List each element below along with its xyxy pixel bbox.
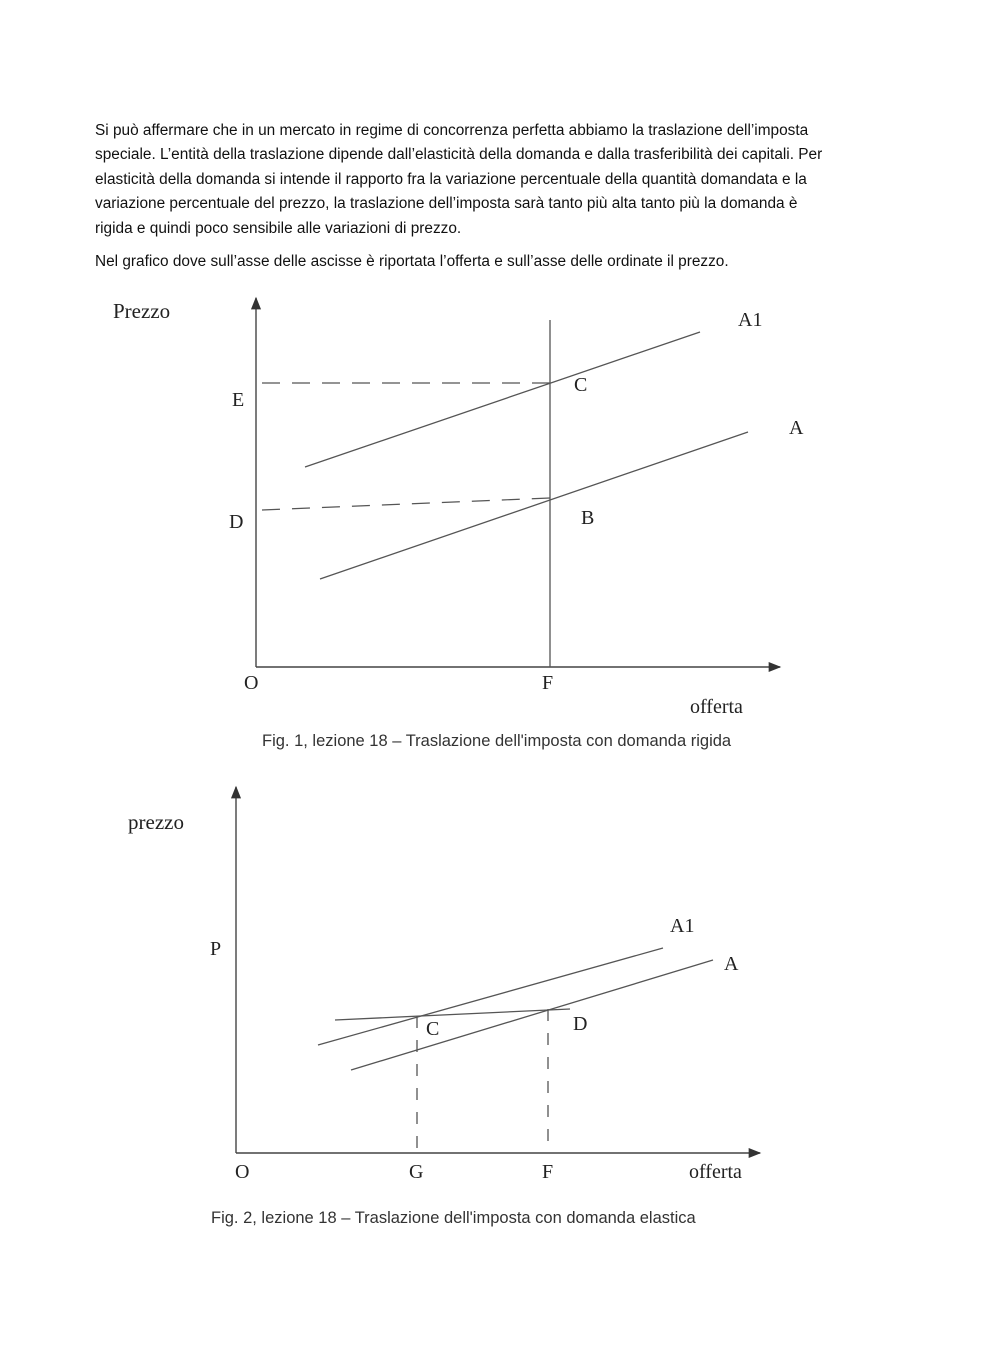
text-line: speciale. L’entità della traslazione dipende dall’elasticità della domanda e dalla trasferibilità dei capitali. Per	[95, 146, 823, 164]
fig1-x-axis-label: offerta	[690, 696, 743, 718]
text-line: Si può affermare che in un mercato in regime di concorrenza perfetta abbiamo la traslazione dell’imposta	[95, 122, 809, 139]
fig1-label-b: B	[581, 507, 595, 529]
fig2-origin-label: O	[235, 1161, 250, 1183]
fig1-line-a1	[305, 332, 700, 467]
fig1-dashed-d	[262, 498, 550, 510]
text-line: variazione percentuale del prezzo, la traslazione dell’imposta sarà tanto più alta tanto più la domanda è	[95, 195, 798, 213]
text-line: rigida e quindi poco sensibile alle variazioni di prezzo.	[95, 219, 462, 237]
fig2-caption: Fig. 2, lezione 18 – Traslazione dell'imposta con domanda elastica	[211, 1209, 696, 1227]
fig1-caption: Fig. 1, lezione 18 – Traslazione dell'imposta con domanda rigida	[262, 732, 732, 750]
fig2-label-a1: A1	[670, 915, 695, 937]
fig2-label-d: D	[573, 1013, 588, 1035]
fig1-y-axis-label: Prezzo	[113, 299, 171, 323]
fig1-label-a: A	[789, 417, 804, 439]
text-line: Nel grafico dove sull’asse delle ascisse è riportata l’offerta e sull’asse delle ordinate il prezzo.	[95, 253, 729, 271]
fig1-origin-label: O	[244, 672, 259, 694]
fig1-label-d: D	[229, 511, 244, 533]
fig2-line-a	[351, 960, 713, 1070]
fig1-label-f: F	[542, 672, 554, 694]
fig2-label-g: G	[409, 1161, 424, 1183]
fig2-label-f: F	[542, 1161, 554, 1183]
fig1-label-a1: A1	[738, 309, 763, 331]
fig2-label-a: A	[724, 953, 739, 975]
fig2-line-a1	[318, 948, 663, 1045]
fig2-y-axis-label: prezzo	[128, 810, 184, 834]
fig1-label-c: C	[574, 374, 588, 396]
fig2-label-c: C	[426, 1018, 440, 1040]
fig2-x-axis-label: offerta	[689, 1161, 742, 1183]
fig1-label-e: E	[232, 389, 245, 411]
fig2-label-p: P	[210, 938, 222, 960]
text-line: elasticità della domanda si intende il rapporto fra la variazione percentuale della quantità domandata e la	[95, 170, 807, 188]
